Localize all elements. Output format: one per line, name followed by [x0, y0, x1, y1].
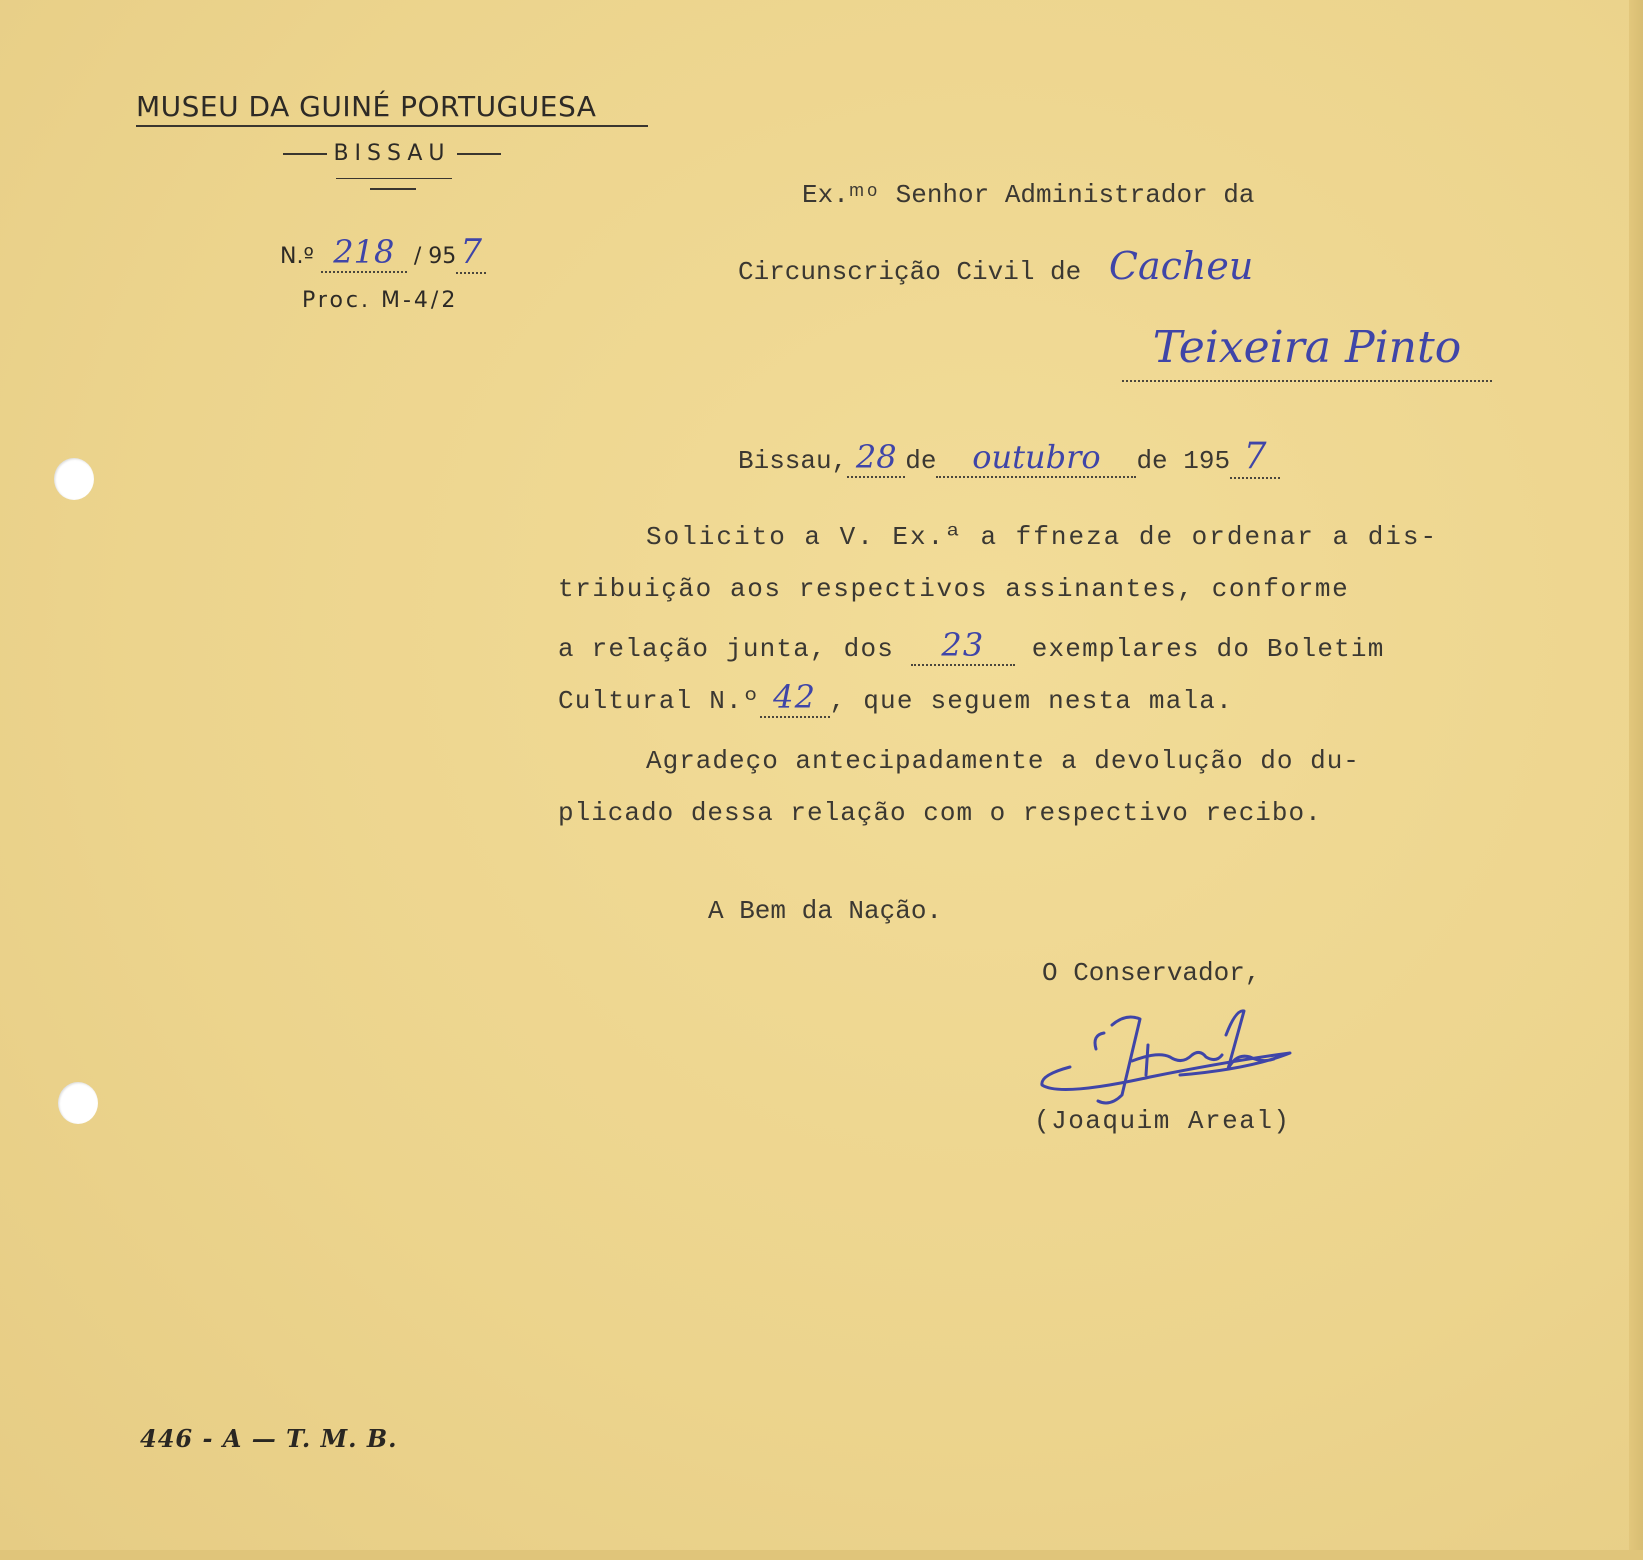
date-de1: de — [905, 446, 937, 476]
body-copies-count: 23 — [911, 626, 1015, 666]
paper-edge-right — [1629, 0, 1643, 1560]
ref-year-prefix: / 95 — [413, 244, 457, 269]
ref-year-digit: 7 — [456, 232, 486, 274]
date-city: Bissau, — [738, 446, 848, 476]
process-code: Proc. M-4/2 — [302, 288, 459, 313]
museum-name: MUSEU DA GUINÉ PORTUGUESA — [136, 90, 648, 127]
addressee-line1: Ex.ᵐᵒ Senhor Administrador da — [802, 180, 1255, 210]
letterhead — [136, 90, 648, 166]
ref-no-value: 218 — [321, 233, 407, 273]
closing-title: O Conservador, — [1042, 958, 1261, 988]
reference-number — [280, 232, 486, 274]
body-p1-line1: Solicito a V. Ex.ª a ffneza de ordenar a dis- — [646, 522, 1439, 552]
addressee-place: Cacheu — [1108, 244, 1254, 288]
body-p1-line4 — [558, 678, 1233, 718]
date-day: 28 — [847, 438, 905, 478]
addressee-line2-prefix: Circunscrição Civil de — [738, 257, 1082, 287]
body-bulletin-number: 42 — [760, 678, 830, 718]
closing-salutation: A Bem da Nação. — [708, 896, 943, 926]
letterhead-city-row — [136, 141, 648, 166]
date-de2: de — [1136, 446, 1168, 476]
form-code: 446 - A — T. M. B. — [140, 1424, 398, 1453]
dash-left — [283, 153, 327, 155]
body-p1-line2: tribuição aos respectivos assinantes, conforme — [558, 574, 1350, 604]
paper-edge-bottom — [0, 1550, 1643, 1560]
body-p2-line1: Agradeço antecipadamente a devolução do du- — [646, 746, 1360, 776]
closing-name: (Joaquim Areal) — [1034, 1106, 1291, 1136]
body-p1-line3 — [558, 626, 1385, 666]
date-year-prefix: 195 — [1183, 446, 1231, 476]
date-month: outubro — [936, 438, 1136, 478]
ref-no-label: N.º — [280, 244, 314, 269]
date-line — [738, 436, 1280, 479]
body-p1-line3-a: a relação junta, dos — [558, 634, 895, 664]
addressee-name-line — [1122, 322, 1492, 382]
body-p1-line4-b: , que seguem nesta mala. — [829, 686, 1233, 716]
date-year-digit: 7 — [1230, 436, 1280, 479]
body-p2-line2: plicado dessa relação com o respectivo recibo. — [558, 798, 1322, 828]
punch-hole-bottom — [58, 1082, 98, 1124]
punch-hole-top — [54, 458, 94, 500]
signature-drawing — [1030, 1005, 1300, 1115]
addressee-line2 — [738, 244, 1253, 288]
letterhead-city: BISSAU — [333, 141, 451, 166]
body-p1-line4-a: Cultural N.º — [558, 686, 760, 716]
body-p1-line3-b: exemplares do Boletim — [1031, 634, 1385, 664]
letterhead-rule-short — [370, 188, 416, 190]
letterhead-rule — [336, 178, 452, 179]
dash-right — [457, 153, 501, 155]
addressee-name: Teixeira Pinto — [1152, 322, 1462, 373]
